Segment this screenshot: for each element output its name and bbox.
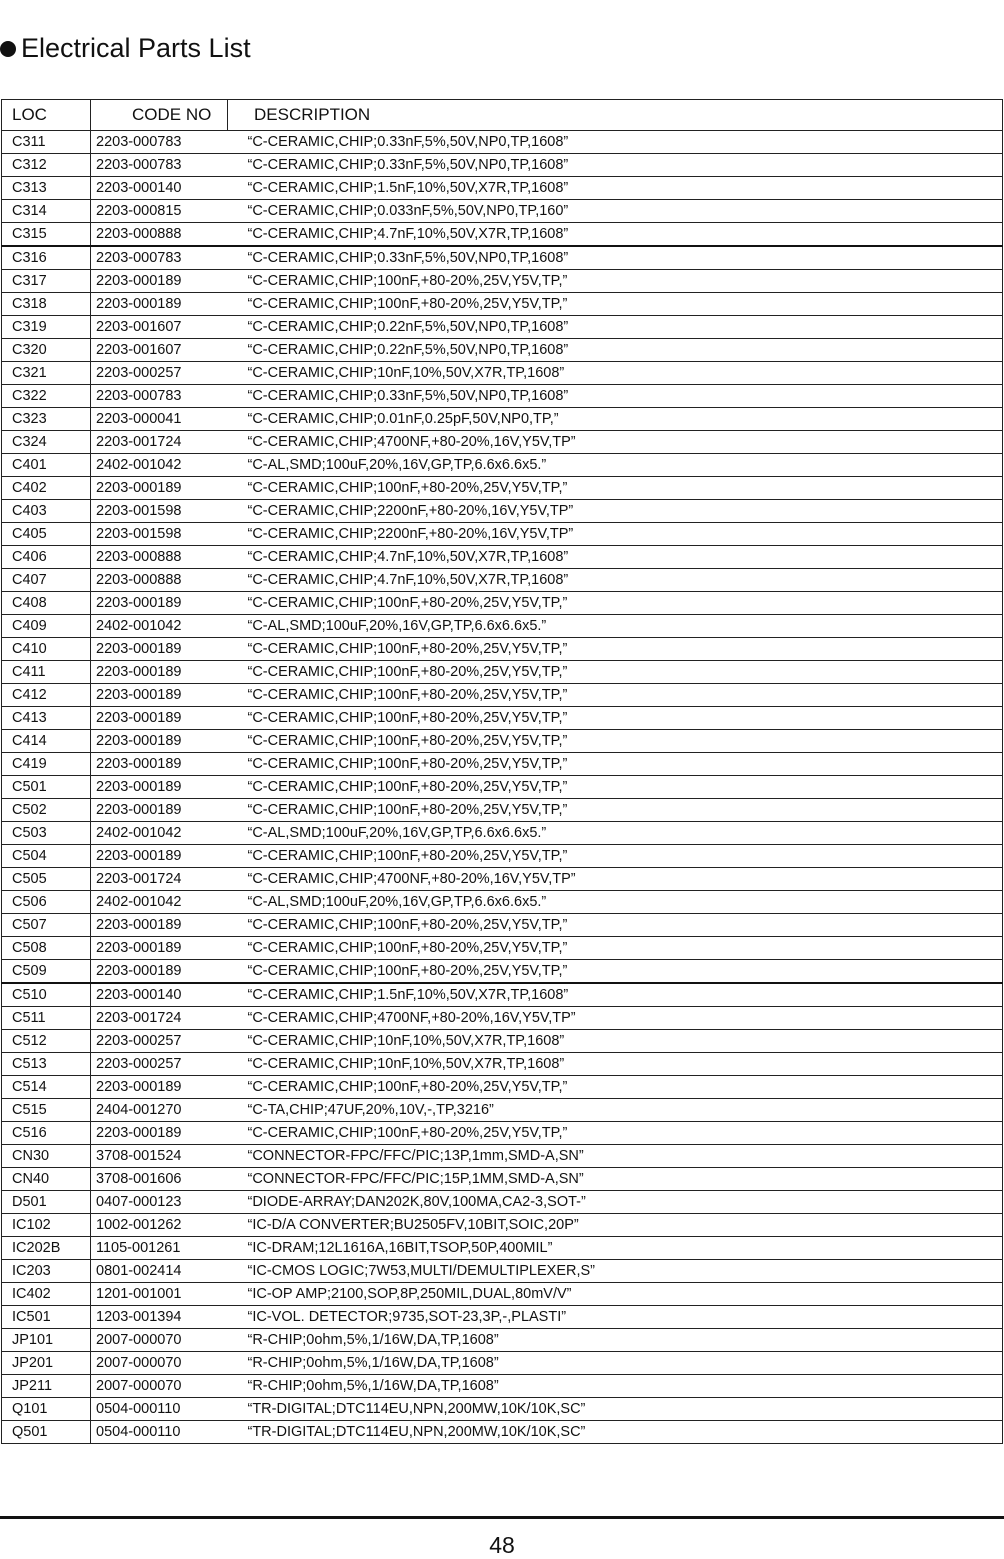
loc-cell: C316 [2,246,91,270]
loc-cell: C508 [2,937,91,960]
code-no-cell: 1201-001001 [91,1283,228,1306]
loc-cell: C407 [2,569,91,592]
parts-table [1,99,1003,1444]
column-header-loc: LOC [2,100,91,131]
code-no-cell: 2203-000189 [91,270,228,293]
description-cell: “C-CERAMIC,CHIP;4.7nF,10%,50V,X7R,TP,1608” [228,546,1003,569]
table-row [2,270,1003,293]
description-cell: “IC-D/A CONVERTER;BU2505FV,10BIT,SOIC,20P” [228,1214,1003,1237]
code-no-cell: 2203-000189 [91,776,228,799]
loc-cell: C516 [2,1122,91,1145]
code-no-cell: 2203-000815 [91,200,228,223]
loc-cell: C414 [2,730,91,753]
description-cell: “C-CERAMIC,CHIP;100nF,+80-20%,25V,Y5V,TP,” [228,730,1003,753]
description-cell: “R-CHIP;0ohm,5%,1/16W,DA,TP,1608” [228,1375,1003,1398]
loc-cell: C318 [2,293,91,316]
loc-cell: IC202B [2,1237,91,1260]
table-row [2,1053,1003,1076]
code-no-cell: 2203-000189 [91,799,228,822]
loc-cell: C401 [2,454,91,477]
code-no-cell: 2203-000189 [91,730,228,753]
loc-cell: C411 [2,661,91,684]
code-no-cell: 2203-000189 [91,1076,228,1099]
code-no-cell: 2203-001598 [91,523,228,546]
loc-cell: C413 [2,707,91,730]
table-row [2,638,1003,661]
table-row [2,1214,1003,1237]
description-cell: “C-CERAMIC,CHIP;100nF,+80-20%,25V,Y5V,TP,” [228,1122,1003,1145]
loc-cell: C412 [2,684,91,707]
table-row [2,868,1003,891]
table-row [2,661,1003,684]
description-cell: “C-CERAMIC,CHIP;2200nF,+80-20%,16V,Y5V,TP” [228,523,1003,546]
description-cell: “C-CERAMIC,CHIP;100nF,+80-20%,25V,Y5V,TP,” [228,776,1003,799]
loc-cell: D501 [2,1191,91,1214]
description-cell: “C-TA,CHIP;47UF,20%,10V,-,TP,3216” [228,1099,1003,1122]
table-row [2,316,1003,339]
table-row [2,1145,1003,1168]
table-row [2,1306,1003,1329]
column-header-code-no: CODE NO [91,100,228,131]
page-number: 48 [489,1532,515,1558]
description-cell: “C-CERAMIC,CHIP;4.7nF,10%,50V,X7R,TP,1608” [228,569,1003,592]
table-row [2,1375,1003,1398]
description-cell: “C-CERAMIC,CHIP;100nF,+80-20%,25V,Y5V,TP,” [228,960,1003,984]
parts-table-body [2,131,1003,1444]
description-cell: “C-CERAMIC,CHIP;100nF,+80-20%,25V,Y5V,TP,” [228,293,1003,316]
description-cell: “C-CERAMIC,CHIP;100nF,+80-20%,25V,Y5V,TP,” [228,845,1003,868]
code-no-cell: 2203-000783 [91,246,228,270]
loc-cell: JP101 [2,1329,91,1352]
description-cell: “C-CERAMIC,CHIP;4700NF,+80-20%,16V,Y5V,TP” [228,1007,1003,1030]
code-no-cell: 2203-001724 [91,1007,228,1030]
code-no-cell: 3708-001524 [91,1145,228,1168]
code-no-cell: 2203-000189 [91,937,228,960]
description-cell: “C-CERAMIC,CHIP;10nF,10%,50V,X7R,TP,1608” [228,1053,1003,1076]
loc-cell: Q101 [2,1398,91,1421]
code-no-cell: 2203-001724 [91,431,228,454]
code-no-cell: 2203-000257 [91,1053,228,1076]
description-cell: “C-CERAMIC,CHIP;100nF,+80-20%,25V,Y5V,TP,” [228,799,1003,822]
code-no-cell: 2203-000140 [91,177,228,200]
code-no-cell: 2203-000140 [91,983,228,1007]
description-cell: “C-CERAMIC,CHIP;100nF,+80-20%,25V,Y5V,TP,” [228,753,1003,776]
code-no-cell: 2203-000189 [91,845,228,868]
table-row [2,1191,1003,1214]
code-no-cell: 2402-001042 [91,454,228,477]
loc-cell: C510 [2,983,91,1007]
code-no-cell: 2402-001042 [91,891,228,914]
description-cell: “C-CERAMIC,CHIP;0.033nF,5%,50V,NP0,TP,160” [228,200,1003,223]
description-cell: “C-CERAMIC,CHIP;0.22nF,5%,50V,NP0,TP,1608” [228,339,1003,362]
description-cell: “C-CERAMIC,CHIP;100nF,+80-20%,25V,Y5V,TP,” [228,270,1003,293]
description-cell: “C-AL,SMD;100uF,20%,16V,GP,TP,6.6x6.6x5.” [228,615,1003,638]
loc-cell: C315 [2,223,91,247]
table-row [2,983,1003,1007]
description-cell: “C-CERAMIC,CHIP;0.33nF,5%,50V,NP0,TP,1608” [228,385,1003,408]
description-cell: “C-CERAMIC,CHIP;0.33nF,5%,50V,NP0,TP,1608” [228,154,1003,177]
description-cell: “C-CERAMIC,CHIP;0.01nF,0.25pF,50V,NP0,TP,” [228,408,1003,431]
loc-cell: C507 [2,914,91,937]
table-row [2,1398,1003,1421]
description-cell: “C-CERAMIC,CHIP;100nF,+80-20%,25V,Y5V,TP,” [228,661,1003,684]
table-row [2,1421,1003,1444]
table-row [2,1260,1003,1283]
table-row [2,385,1003,408]
description-cell: “C-CERAMIC,CHIP;100nF,+80-20%,25V,Y5V,TP,” [228,707,1003,730]
description-cell: “C-CERAMIC,CHIP;4700NF,+80-20%,16V,Y5V,TP” [228,431,1003,454]
description-cell: “IC-CMOS LOGIC;7W53,MULTI/DEMULTIPLEXER,S” [228,1260,1003,1283]
description-cell: “C-CERAMIC,CHIP;100nF,+80-20%,25V,Y5V,TP,” [228,914,1003,937]
table-row [2,177,1003,200]
loc-cell: C321 [2,362,91,385]
table-row [2,1076,1003,1099]
description-cell: “IC-VOL. DETECTOR;9735,SOT-23,3P,-,PLASTI” [228,1306,1003,1329]
table-row [2,477,1003,500]
loc-cell: IC203 [2,1260,91,1283]
description-cell: “R-CHIP;0ohm,5%,1/16W,DA,TP,1608” [228,1329,1003,1352]
table-row [2,1352,1003,1375]
code-no-cell: 2203-000189 [91,960,228,984]
loc-cell: C312 [2,154,91,177]
loc-cell: CN40 [2,1168,91,1191]
loc-cell: C324 [2,431,91,454]
table-row [2,707,1003,730]
loc-cell: C409 [2,615,91,638]
code-no-cell: 2203-000189 [91,638,228,661]
table-row [2,293,1003,316]
code-no-cell: 2203-000189 [91,914,228,937]
description-cell: “C-CERAMIC,CHIP;100nF,+80-20%,25V,Y5V,TP,” [228,477,1003,500]
table-row [2,960,1003,984]
description-cell: “C-CERAMIC,CHIP;10nF,10%,50V,X7R,TP,1608” [228,362,1003,385]
table-row [2,339,1003,362]
table-row [2,845,1003,868]
code-no-cell: 2203-000189 [91,1122,228,1145]
code-no-cell: 2203-001724 [91,868,228,891]
loc-cell: C314 [2,200,91,223]
table-header-row [2,100,1003,131]
table-row [2,592,1003,615]
loc-cell: C504 [2,845,91,868]
footer-rule [0,1516,1004,1519]
loc-cell: C406 [2,546,91,569]
loc-cell: IC102 [2,1214,91,1237]
code-no-cell: 2203-000783 [91,385,228,408]
code-no-cell: 2007-000070 [91,1329,228,1352]
code-no-cell: 2203-000189 [91,293,228,316]
loc-cell: C317 [2,270,91,293]
code-no-cell: 1002-001262 [91,1214,228,1237]
code-no-cell: 2007-000070 [91,1375,228,1398]
description-cell: “C-CERAMIC,CHIP;0.33nF,5%,50V,NP0,TP,1608” [228,246,1003,270]
loc-cell: C509 [2,960,91,984]
code-no-cell: 2203-000189 [91,592,228,615]
table-row [2,730,1003,753]
table-row [2,362,1003,385]
table-row [2,753,1003,776]
code-no-cell: 1203-001394 [91,1306,228,1329]
table-row [2,1007,1003,1030]
code-no-cell: 3708-001606 [91,1168,228,1191]
description-cell: “C-CERAMIC,CHIP;10nF,10%,50V,X7R,TP,1608” [228,1030,1003,1053]
table-row [2,408,1003,431]
loc-cell: JP201 [2,1352,91,1375]
table-row [2,1168,1003,1191]
loc-cell: C419 [2,753,91,776]
code-no-cell: 0407-000123 [91,1191,228,1214]
description-cell: “C-CERAMIC,CHIP;2200nF,+80-20%,16V,Y5V,TP” [228,500,1003,523]
code-no-cell: 1105-001261 [91,1237,228,1260]
loc-cell: C502 [2,799,91,822]
description-cell: “C-CERAMIC,CHIP;0.33nF,5%,50V,NP0,TP,1608” [228,131,1003,154]
loc-cell: C402 [2,477,91,500]
loc-cell: C403 [2,500,91,523]
table-row [2,684,1003,707]
table-row [2,776,1003,799]
table-row [2,200,1003,223]
table-row [2,569,1003,592]
code-no-cell: 2402-001042 [91,822,228,845]
code-no-cell: 0504-000110 [91,1421,228,1444]
table-row [2,154,1003,177]
table-row [2,223,1003,247]
description-cell: “C-CERAMIC,CHIP;4700NF,+80-20%,16V,Y5V,TP” [228,868,1003,891]
code-no-cell: 2203-000189 [91,477,228,500]
description-cell: “C-CERAMIC,CHIP;0.22nF,5%,50V,NP0,TP,1608” [228,316,1003,339]
code-no-cell: 2203-000189 [91,661,228,684]
column-header-description: DESCRIPTION [228,100,1003,131]
page-title [0,33,251,64]
description-cell: “C-AL,SMD;100uF,20%,16V,GP,TP,6.6x6.6x5.” [228,454,1003,477]
table-row [2,431,1003,454]
code-no-cell: 2203-001607 [91,316,228,339]
loc-cell: C501 [2,776,91,799]
loc-cell: C503 [2,822,91,845]
table-row [2,914,1003,937]
code-no-cell: 2203-000257 [91,362,228,385]
table-row [2,615,1003,638]
description-cell: “C-CERAMIC,CHIP;1.5nF,10%,50V,X7R,TP,1608” [228,983,1003,1007]
loc-cell: C319 [2,316,91,339]
table-row [2,454,1003,477]
code-no-cell: 0504-000110 [91,1398,228,1421]
loc-cell: CN30 [2,1145,91,1168]
code-no-cell: 2203-000041 [91,408,228,431]
description-cell: “C-CERAMIC,CHIP;100nF,+80-20%,25V,Y5V,TP,” [228,1076,1003,1099]
description-cell: “C-CERAMIC,CHIP;100nF,+80-20%,25V,Y5V,TP,” [228,684,1003,707]
bullet-icon [0,41,16,57]
description-cell: “C-CERAMIC,CHIP;100nF,+80-20%,25V,Y5V,TP,” [228,592,1003,615]
loc-cell: C512 [2,1030,91,1053]
description-cell: “C-AL,SMD;100uF,20%,16V,GP,TP,6.6x6.6x5.” [228,822,1003,845]
code-no-cell: 2203-000189 [91,753,228,776]
loc-cell: C513 [2,1053,91,1076]
code-no-cell: 2203-000189 [91,684,228,707]
table-row [2,500,1003,523]
code-no-cell: 2203-000257 [91,1030,228,1053]
code-no-cell: 0801-002414 [91,1260,228,1283]
description-cell: “DIODE-ARRAY;DAN202K,80V,100MA,CA2-3,SOT-” [228,1191,1003,1214]
table-row [2,246,1003,270]
table-row [2,891,1003,914]
code-no-cell: 2203-000888 [91,223,228,247]
description-cell: “TR-DIGITAL;DTC114EU,NPN,200MW,10K/10K,SC” [228,1398,1003,1421]
description-cell: “C-CERAMIC,CHIP;100nF,+80-20%,25V,Y5V,TP,” [228,937,1003,960]
description-cell: “C-CERAMIC,CHIP;100nF,+80-20%,25V,Y5V,TP,” [228,638,1003,661]
code-no-cell: 2203-000783 [91,154,228,177]
loc-cell: C515 [2,1099,91,1122]
table-row [2,1283,1003,1306]
table-row [2,1099,1003,1122]
loc-cell: C511 [2,1007,91,1030]
loc-cell: C405 [2,523,91,546]
table-row [2,546,1003,569]
table-row [2,822,1003,845]
description-cell: “C-CERAMIC,CHIP;4.7nF,10%,50V,X7R,TP,1608” [228,223,1003,247]
code-no-cell: 2203-000189 [91,707,228,730]
table-row [2,799,1003,822]
table-row [2,937,1003,960]
loc-cell: C313 [2,177,91,200]
loc-cell: Q501 [2,1421,91,1444]
table-row [2,1329,1003,1352]
description-cell: “C-CERAMIC,CHIP;1.5nF,10%,50V,X7R,TP,1608” [228,177,1003,200]
table-row [2,1237,1003,1260]
loc-cell: C514 [2,1076,91,1099]
loc-cell: C505 [2,868,91,891]
loc-cell: IC402 [2,1283,91,1306]
description-cell: “IC-DRAM;12L1616A,16BIT,TSOP,50P,400MIL” [228,1237,1003,1260]
loc-cell: IC501 [2,1306,91,1329]
loc-cell: C323 [2,408,91,431]
loc-cell: C311 [2,131,91,154]
loc-cell: C506 [2,891,91,914]
description-cell: “CONNECTOR-FPC/FFC/PIC;13P,1mm,SMD-A,SN” [228,1145,1003,1168]
loc-cell: JP211 [2,1375,91,1398]
loc-cell: C322 [2,385,91,408]
code-no-cell: 2404-001270 [91,1099,228,1122]
description-cell: “CONNECTOR-FPC/FFC/PIC;15P,1MM,SMD-A,SN” [228,1168,1003,1191]
loc-cell: C408 [2,592,91,615]
table-row [2,131,1003,154]
loc-cell: C410 [2,638,91,661]
code-no-cell: 2402-001042 [91,615,228,638]
code-no-cell: 2203-000783 [91,131,228,154]
loc-cell: C320 [2,339,91,362]
code-no-cell: 2203-000888 [91,546,228,569]
description-cell: “IC-OP AMP;2100,SOP,8P,250MIL,DUAL,80mV/V” [228,1283,1003,1306]
table-row [2,523,1003,546]
page-title-text: Electrical Parts List [21,33,251,63]
description-cell: “R-CHIP;0ohm,5%,1/16W,DA,TP,1608” [228,1352,1003,1375]
table-row [2,1030,1003,1053]
description-cell: “C-AL,SMD;100uF,20%,16V,GP,TP,6.6x6.6x5.” [228,891,1003,914]
description-cell: “TR-DIGITAL;DTC114EU,NPN,200MW,10K/10K,SC” [228,1421,1003,1444]
code-no-cell: 2007-000070 [91,1352,228,1375]
code-no-cell: 2203-000888 [91,569,228,592]
code-no-cell: 2203-001607 [91,339,228,362]
code-no-cell: 2203-001598 [91,500,228,523]
table-row [2,1122,1003,1145]
